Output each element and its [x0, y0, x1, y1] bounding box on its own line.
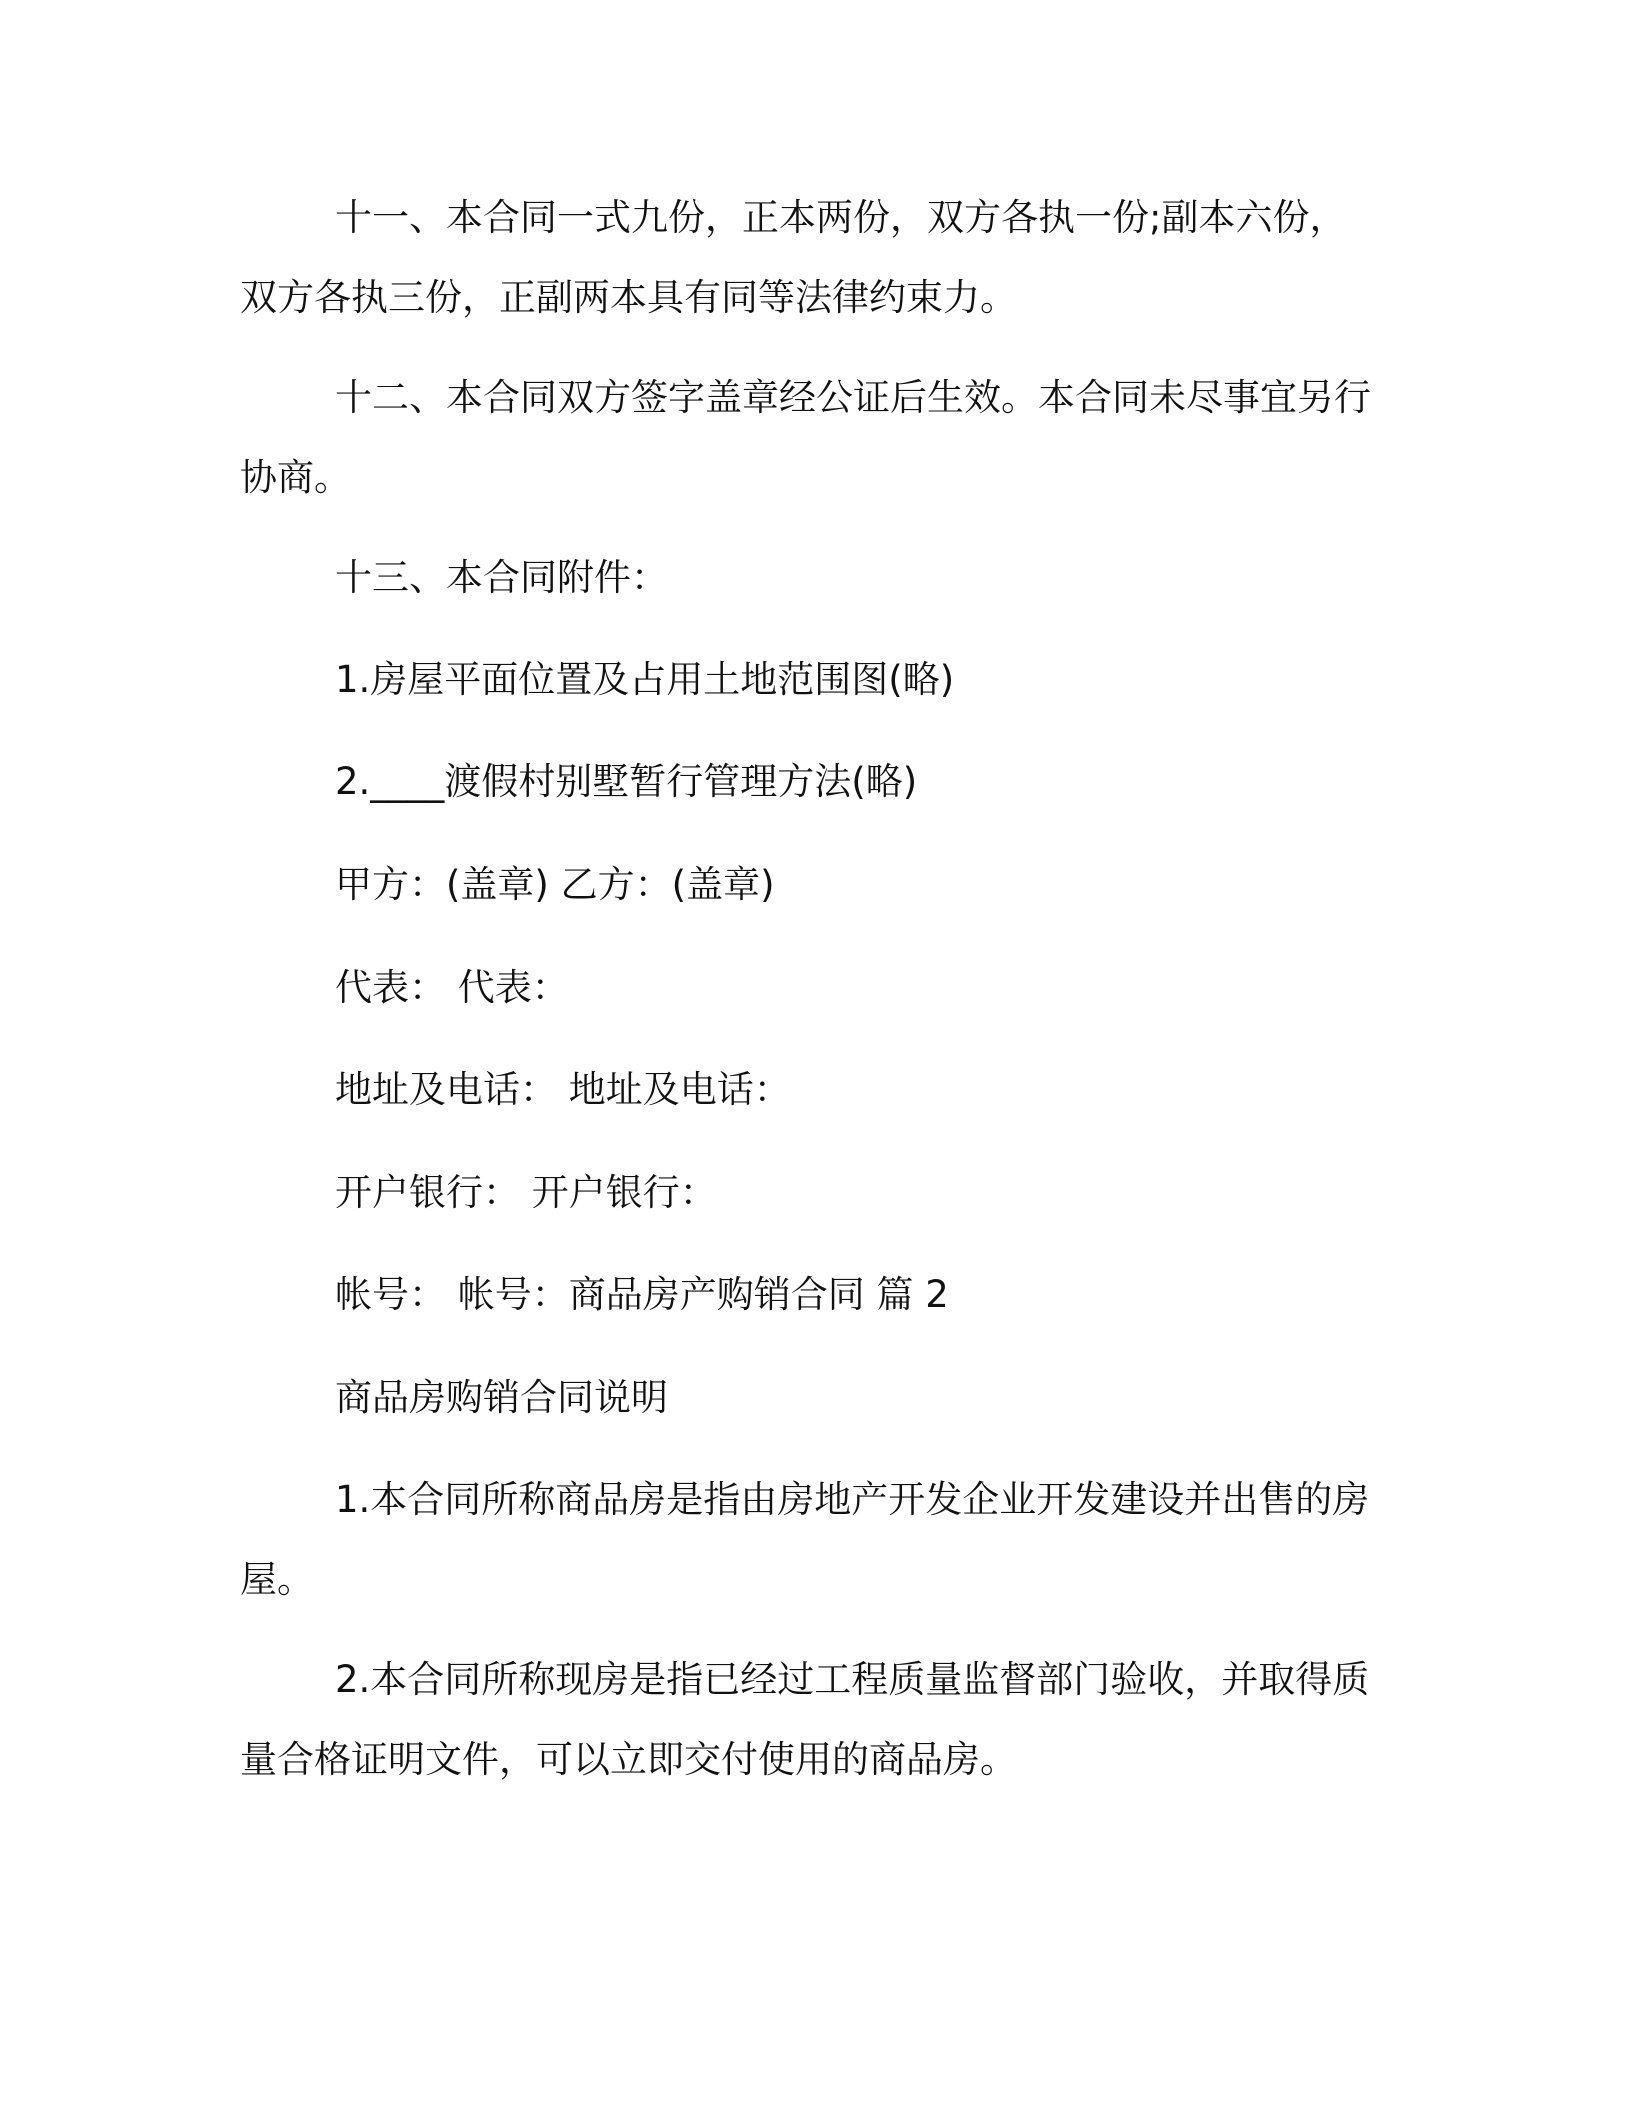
signature-account — [335, 1255, 1475, 1335]
attachment-2-line-1: 2.____渡假村别墅暂行管理方法(略) — [335, 760, 918, 803]
note-1-line-2: 屋。 — [240, 1558, 314, 1601]
signature-address — [335, 1050, 1475, 1130]
signature-bank-line-1: 开户银行： 开户银行： — [335, 1171, 717, 1214]
clause-12-line-1: 十二、本合同双方签字盖章经公证后生效。本合同未尽事宜另行 — [335, 376, 1371, 419]
clause-11 — [240, 178, 1380, 338]
notes-title — [335, 1358, 1475, 1438]
signature-representative-line-1: 代表： 代表： — [335, 966, 569, 1009]
note-1-line-1: 1.本合同所称商品房是指由房地产开发企业开发建设并出售的房 — [335, 1478, 1370, 1521]
signature-representative — [335, 948, 1475, 1028]
attachment-1 — [335, 640, 1475, 720]
clause-13 — [335, 538, 1475, 618]
note-1 — [240, 1460, 1380, 1620]
clause-12 — [240, 358, 1380, 518]
notes-title-line-1: 商品房购销合同说明 — [335, 1376, 668, 1419]
signature-account-line-1: 帐号： 帐号：商品房产购销合同 篇 2 — [335, 1273, 949, 1316]
signature-party — [335, 845, 1475, 925]
clause-11-line-1: 十一、本合同一式九份，正本两份，双方各执一份;副本六份， — [335, 196, 1347, 239]
clause-13-line-1: 十三、本合同附件： — [335, 556, 668, 599]
signature-party-line-1: 甲方：(盖章) 乙方：(盖章) — [335, 863, 775, 906]
note-2-line-1: 2.本合同所称现房是指已经过工程质量监督部门验收，并取得质 — [335, 1658, 1370, 1701]
note-2 — [240, 1640, 1380, 1800]
attachment-1-line-1: 1.房屋平面位置及占用土地范围图(略) — [335, 658, 955, 701]
attachment-2 — [335, 742, 1475, 822]
signature-bank — [335, 1153, 1475, 1233]
clause-12-line-2: 协商。 — [240, 456, 351, 499]
clause-11-line-2: 双方各执三份，正副两本具有同等法律约束力。 — [240, 276, 1017, 319]
note-2-line-2: 量合格证明文件，可以立即交付使用的商品房。 — [240, 1738, 1017, 1781]
signature-address-line-1: 地址及电话： 地址及电话： — [335, 1068, 791, 1111]
